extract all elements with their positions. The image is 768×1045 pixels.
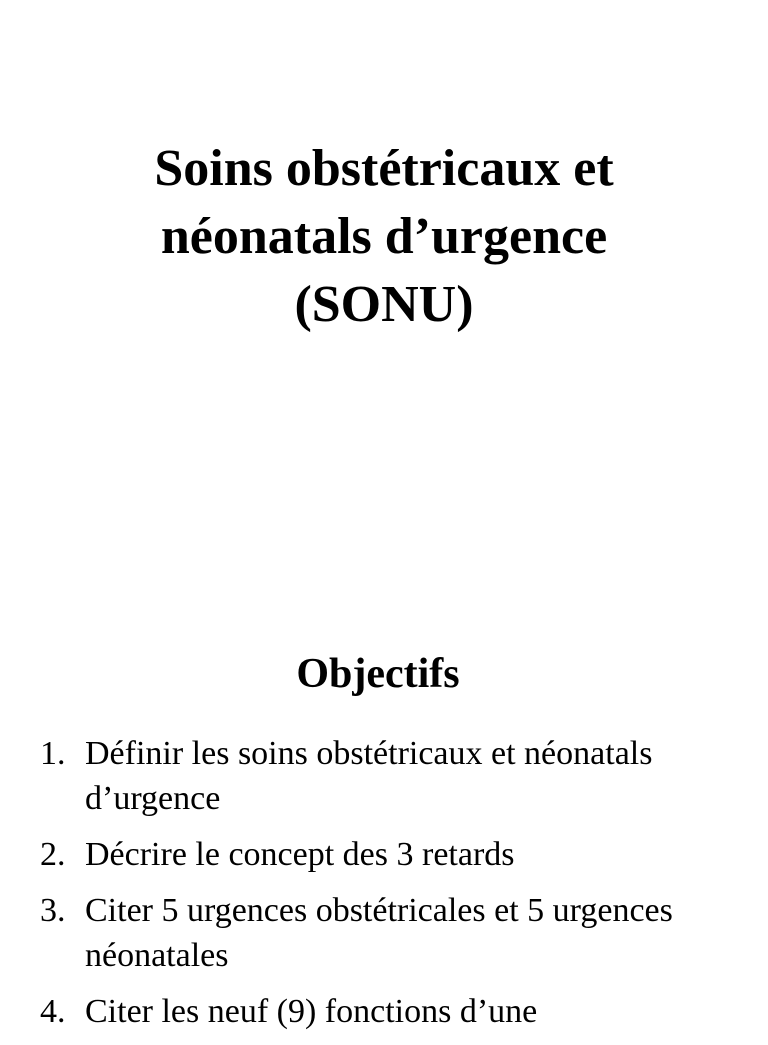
objectives-heading: Objectifs	[296, 651, 460, 697]
objective-item-2	[40, 832, 740, 877]
objective-text: Décrire le concept des 3 retards	[85, 836, 515, 873]
objective-text: Définir les soins obstétricaux et néonatals d’urgence	[85, 735, 653, 817]
objective-item-4	[40, 989, 740, 1034]
objective-item-3	[40, 888, 740, 978]
slide-title-line-2: néonatals d’urgence	[160, 208, 608, 265]
objective-number: 2.	[40, 836, 66, 873]
objective-number: 4.	[40, 993, 66, 1030]
objective-text: Citer 5 urgences obstétricales et 5 urgences néonatales	[85, 892, 673, 974]
slide-title-line-1: Soins obstétricaux et	[154, 140, 614, 197]
objective-item-1	[40, 731, 740, 821]
slide-title-line-3: (SONU)	[294, 276, 474, 333]
objectives-list	[40, 731, 740, 1045]
slide-title	[0, 135, 768, 339]
objective-number: 1.	[40, 735, 66, 772]
objective-number: 3.	[40, 892, 66, 929]
objective-text: Citer les neuf (9) fonctions d’une	[85, 993, 538, 1030]
